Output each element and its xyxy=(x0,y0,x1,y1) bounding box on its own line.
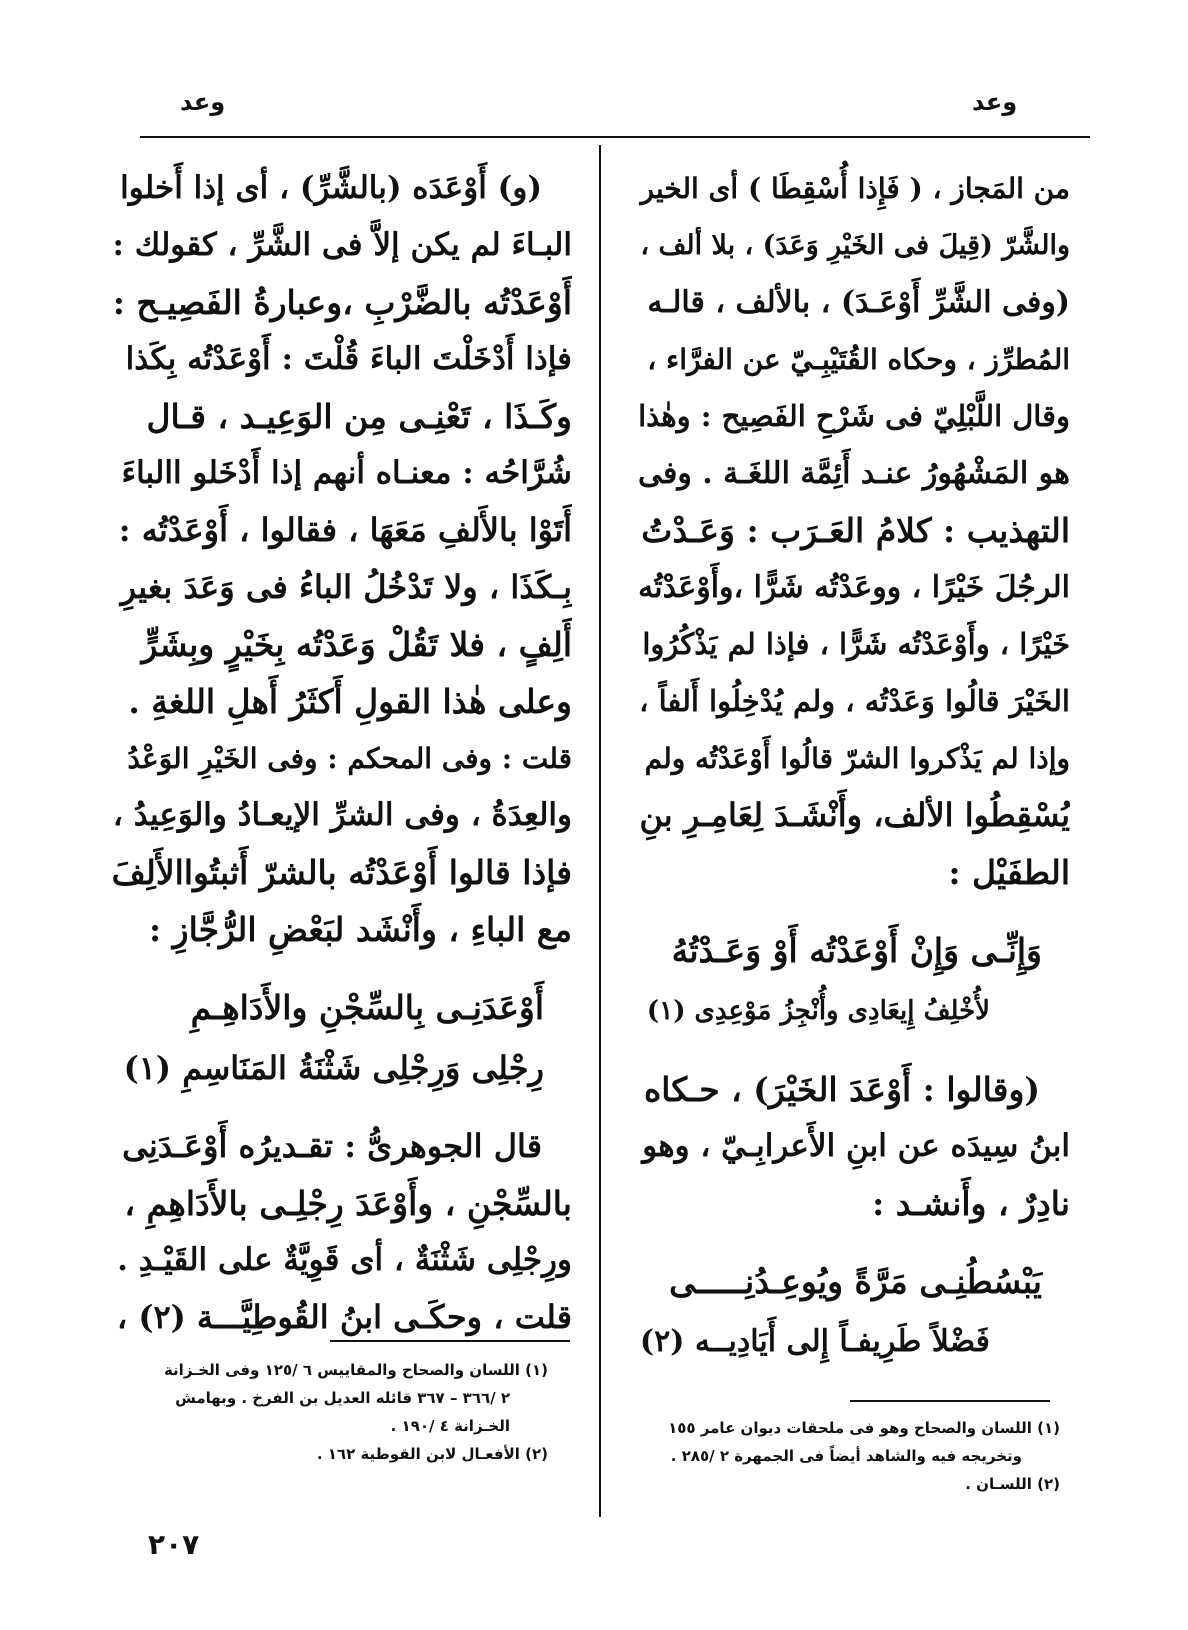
verse-line: وَإِنِّـى وَإِنْ أَوْعَدْتُه أَوْ وَعَـدْتُهُ xyxy=(671,931,1042,970)
text-line: شُرَّاحُه : معنـاه أنهم إذا أَدْخَلو االباءَ xyxy=(121,455,572,491)
text-line: من المَجاز ، ( فَإِذا أُسْقِطَا ) أى الخير xyxy=(640,172,1070,205)
verse-line: يَبْسُطُنِـى مَرَّةً ويُوعِـدُنِـــــى xyxy=(669,1262,1042,1301)
text-line: الطفَيْل : xyxy=(948,853,1070,892)
text-line: (وقالوا : أَوْعَدَ الخَيْرَ) ، حـكاه xyxy=(644,1070,1040,1109)
text-line: قلت : وفى المحكم : وفى الخَيْرِ الوَعْدُ xyxy=(127,742,572,775)
footnote: (٢) اللسـان . xyxy=(965,1475,1060,1493)
right-column xyxy=(638,160,1070,1372)
footnote-continuation: الخـزانة ٤ /١٩٠ . xyxy=(390,1417,510,1435)
footnote: (٢) الأفعـال لابن القوطية ١٦٢ . xyxy=(316,1445,548,1463)
verse-line: أَوْعَدَنِـى بِالسِّجْنِ والأَدَاهِـمِ xyxy=(190,988,544,1027)
left-column xyxy=(112,160,572,1346)
text-line: ابنُ سِيدَه عن ابنِ الأَعرابِـيّ ، وهو xyxy=(642,1128,1070,1164)
footnote-rule-right xyxy=(850,1400,1050,1402)
text-line: هو المَشْهُورُ عنـد أَئِمَّة اللغَـة . وفى xyxy=(638,456,1070,491)
text-line: والعِدَةُ ، وفى الشرِّ الإيعـادُ والوَعِيدُ ، xyxy=(112,797,572,833)
footnote-rule-left xyxy=(330,1340,570,1342)
text-line: وكَـذَا ، تَعْنِـى مِن الوَعِيـد ، قـال xyxy=(146,397,572,436)
text-line: وإذا لم يَذْكروا الشرّ قالُوا أَوْعَدْتُه ولم xyxy=(644,742,1070,775)
header-root-word-right: وعد xyxy=(972,88,1018,116)
text-line: (و) أَوْعَدَه (بالشَّرِّ) ، أى إذا أَخلوا xyxy=(120,170,542,206)
text-line: ورِجْلِى شَثْنَةٌ ، أى قَوِيَّةٌ على القَيْـدِ . xyxy=(117,1242,572,1278)
page-number: ٢٠٧ xyxy=(148,1528,200,1561)
text-line: خَيْرًا ، وأَوْعَدْتُه شَرًّا ، فإذا لم يَذْكُرُوا xyxy=(642,627,1070,661)
footnote-continuation: وتخريجه فيه والشاهد أيضاً فى الجمهرة ٢ /٢٨٥ . xyxy=(670,1447,1022,1465)
text-line: أَتَوْا بالأَلفِ مَعَهَا ، فقالوا ، أَوْعَدْتُه : xyxy=(118,511,572,549)
text-line: أَلِفٍ ، فلا تَقُلْ وَعَدْتُه بِخَيْرٍ وبِشَرٍّ xyxy=(141,625,572,664)
text-line: قلت ، وحكَـى ابنُ القُوطِيَّـــة (٢) ، xyxy=(116,1298,572,1336)
text-line: المُطرِّز ، وحكاه القُتَيْبِـيّ عن الفرَّاء ، xyxy=(647,343,1070,376)
footnote-continuation: ٢ /٣٦٦ – ٣٦٧ قائله العديل بن الفرخ . وبهامش xyxy=(175,1389,510,1407)
verse-line: رِجْلِى وَرِجْلِى شَثْنَةُ المَنَاسِمِ (١) xyxy=(123,1049,544,1087)
text-line: (وفى الشَّرِّ أَوْعَـدَ) ، بالألف ، قالـه xyxy=(647,285,1070,320)
column-divider xyxy=(599,145,601,1517)
footnotes-left xyxy=(118,1356,548,1468)
text-line: الخَيْرَ قالُوا وَعَدْتُه ، ولم يُدْخِلُوا أَلفاً ، xyxy=(639,684,1070,718)
text-line: أَوْعَدْتُه بالضَّرْبِ ،وعبارةُ الفَصِيـح : xyxy=(112,283,572,322)
text-line: فإذا قالوا أَوْعَدْتُه بالشرّ أَثبتُواالأَلِفَ xyxy=(112,853,572,892)
text-line: مع الباءِ ، وأَنْشَد لبَعْضِ الرُّجَّازِ : xyxy=(149,910,572,949)
text-line: بالسِّجْنِ ، وأَوْعَدَ رِجْلِـى بالأَدَاهِمِ ، xyxy=(124,1184,572,1223)
text-line: وعلى هٰذا القولِ أَكثَرُ أَهلِ اللغةِ . xyxy=(128,682,572,721)
text-line: البـاءَ لم يكن إلاَّ فى الشَّرِّ ، كقولك : xyxy=(112,227,572,263)
header-rule xyxy=(140,136,1090,138)
footnotes-right xyxy=(640,1414,1060,1498)
text-line: وقال اللَّبْلِيّ فى شَرْحِ الفَصِيح : وهٰذا xyxy=(638,399,1070,433)
header-root-word-left: وعد xyxy=(180,88,226,116)
verse-line: لأُخْلِفُ إِيعَادِى وأُنْجِزُ مَوْعِدِى (١) xyxy=(646,996,990,1026)
text-line: التهذيب : كلامُ العَـرَب : وَعَـدْتُ xyxy=(641,511,1070,550)
text-line: نادِرٌ ، وأَنشـد : xyxy=(872,1184,1070,1223)
footnote: (١) اللسان والصحاح والمقاييس ٦ /١٢٥ وفى الخـزانة xyxy=(163,1361,548,1379)
text-line: فإذا أَدْخَلْتَ الباءَ قُلْتَ : أَوْعَدْتُه بِكَذا xyxy=(125,341,572,377)
verse-line: فَضْلاً طَرِيفـاً إِلى أَيَادِيــه (٢) xyxy=(639,1324,990,1359)
text-line: يُسْقِطُوا الألف، وأَنْشَـدَ لِعَامِـرِ بنِ xyxy=(639,796,1070,834)
text-line: بِـكَذَا ، ولا تَدْخُلُ الباءُ فى وَعَدَ بغيرِ xyxy=(120,568,572,606)
text-line: والشَّرّ (قِيلَ فى الخَيْرِ وَعَدَ) ، بلا ألف ، xyxy=(640,230,1070,261)
text-line: قال الجوهرىُّ : تقـديرُه أَوْعَـدَنِى xyxy=(122,1127,542,1165)
footnote: (١) اللسان والصحاح وهو فى ملحقات ديوان عامر ١٥٥ xyxy=(668,1419,1060,1437)
text-line: الرجُلَ خَيْرًا ، ووعَدْتُه شَرًّا ،وأَوْعَدْتُه xyxy=(638,570,1070,605)
